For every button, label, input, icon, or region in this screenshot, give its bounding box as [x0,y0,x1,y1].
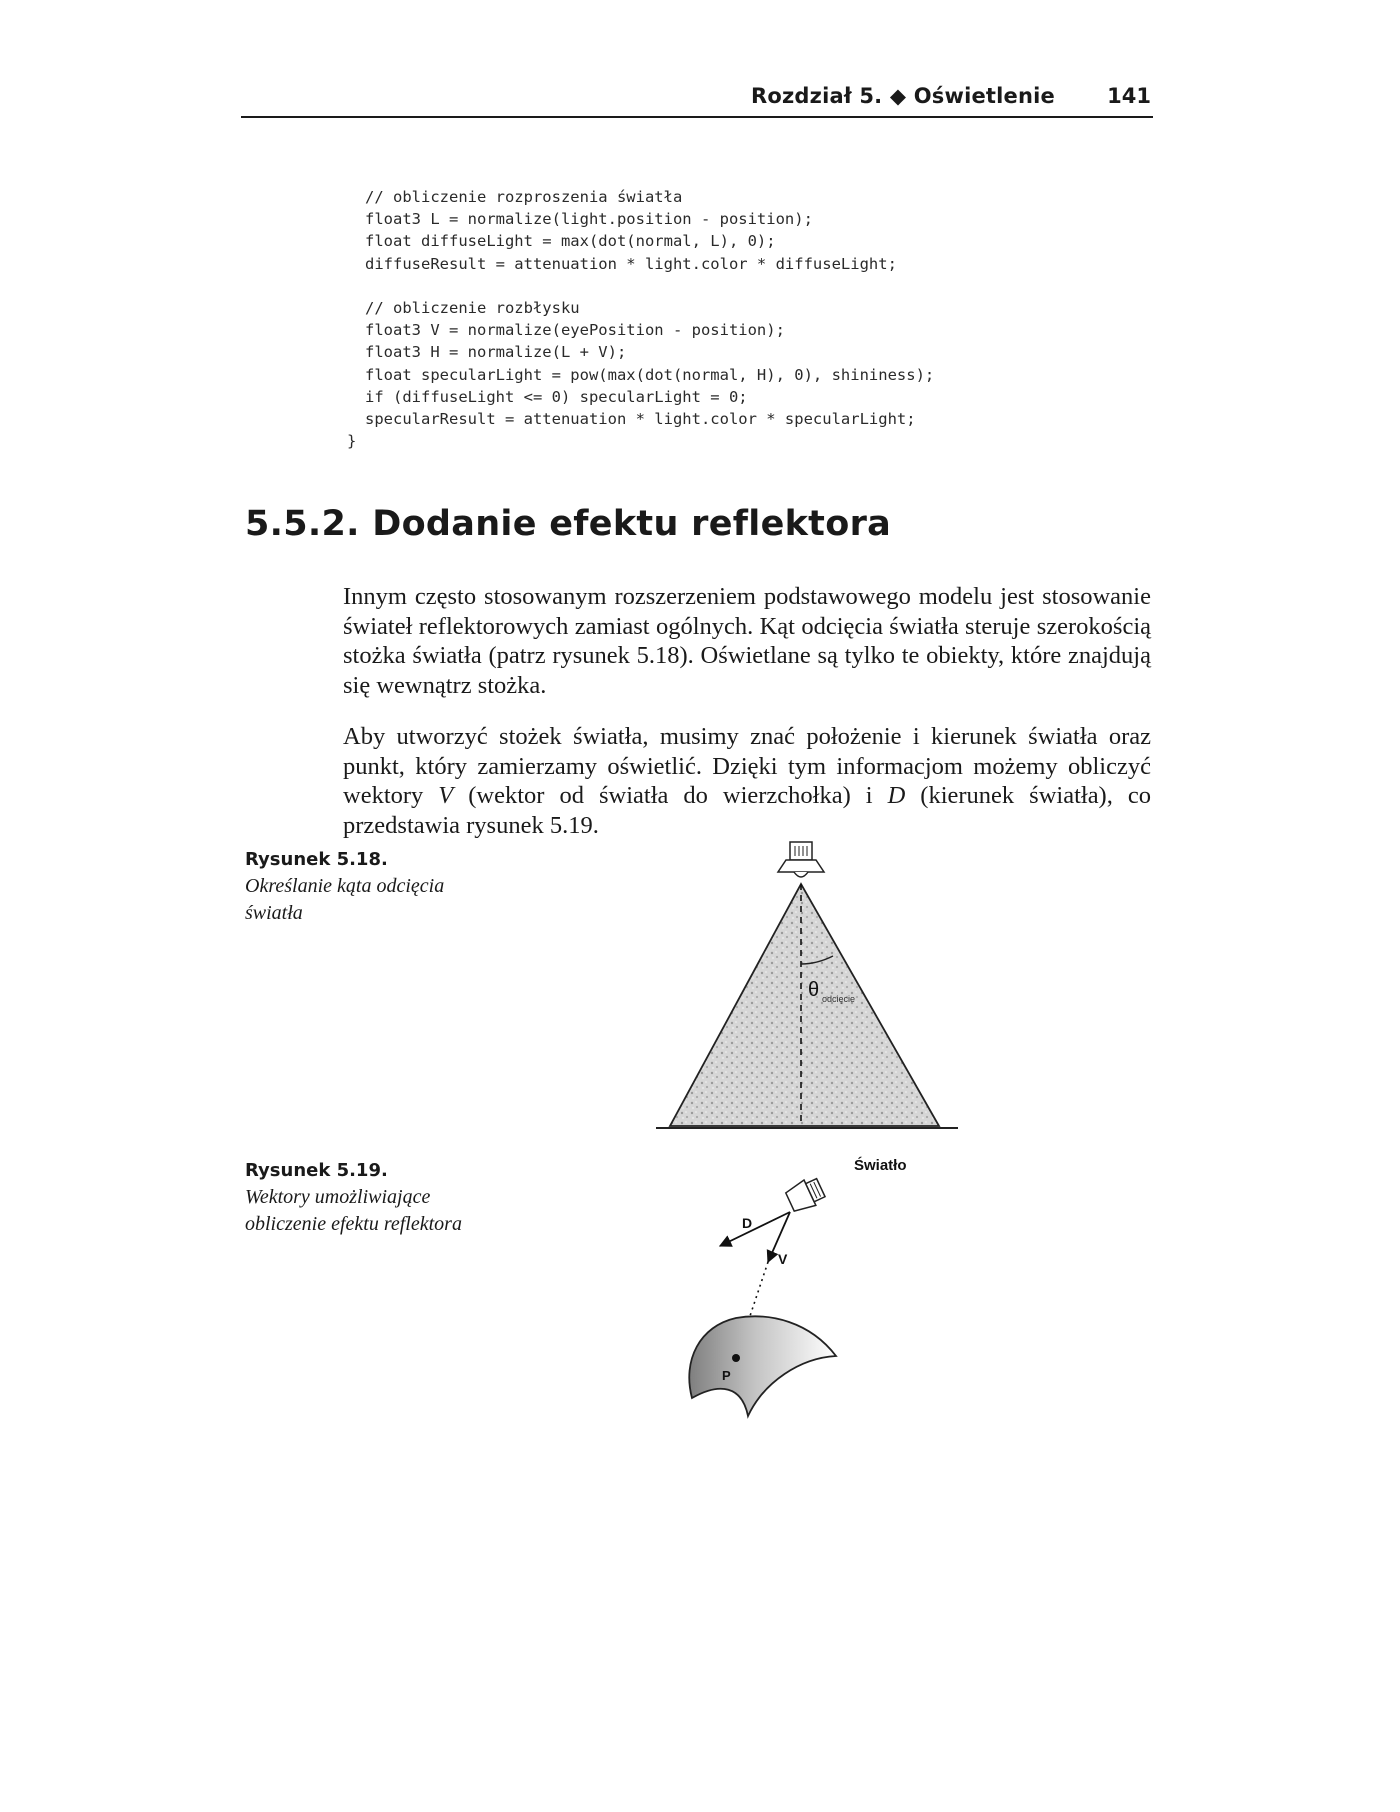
body-paragraph [343,722,1151,840]
code-listing [347,186,935,452]
theta-subscript: odcięcie [822,994,856,1004]
figure-5-18-spotlight-cone [640,840,970,1140]
section-heading: 5.5.2. Dodanie efektu reflektora [245,504,892,544]
code-line: float3 L = normalize(light.position - position); [365,210,813,229]
d-label: D [742,1215,753,1231]
code-line: float3 V = normalize(eyePosition - position); [365,321,785,340]
figure-5-18-label: Rysunek 5.18. [245,849,388,870]
code-line: // obliczenie rozbłysku [365,298,580,317]
code-line: float specularLight = pow(max(dot(normal, H), 0), shininess); [365,365,935,384]
figure-5-19-vectors-diagram [680,1150,940,1440]
code-line: } [347,432,357,451]
code-line [365,275,934,297]
p-label: P [722,1368,731,1383]
vector-d-term: D [887,782,906,810]
spotlight-lamp-icon [778,842,824,877]
point-p-marker [732,1354,740,1362]
figure-5-19-label: Rysunek 5.19. [245,1160,388,1181]
v-label: V [778,1251,788,1267]
code-line: float diffuseLight = max(dot(normal, L), 0); [365,232,776,251]
theta-symbol: θ [808,979,820,1001]
running-header [241,84,1153,118]
light-cone [670,884,939,1126]
curved-surface [689,1316,836,1416]
paragraph-text: Aby utworzyć stożek światła, musimy znać położenie i kierunek światła oraz punkt, który zamierzamy oświetlić. Dzięki tym informacjom możemy obliczyć wektory [343,723,1151,810]
code-line: if (diffuseLight <= 0) specularLight = 0; [365,387,748,406]
body-paragraph: Innym często stosowanym rozszerzeniem podstawowego modelu jest stosowanie świateł reflektorowych zamiast ogólnych. Kąt odcięcia światła steruje szerokością stożka światła (patrz rysunek 5.18). Oświetlane są tylko te obiekty, które znajdują się wewnątrz stożka. [343,583,1151,699]
code-line: float3 H = normalize(L + V); [365,343,627,362]
header-chapter-title: Rozdział 5. ◆ Oświetlenie [751,84,1055,108]
figure-5-19-caption: Wektory umożliwiające obliczenie efektu reflektora [245,1186,462,1235]
code-line: // obliczenie rozproszenia światła [365,188,683,206]
vector-v-term: V [438,782,454,810]
header-page-number: 141 [1107,84,1151,108]
code-line: specularResult = attenuation * light.color * specularLight; [365,409,916,428]
paragraph-text: (wektor od światła do wierzchołka) i [453,782,888,810]
spotlight-icon [784,1175,827,1215]
figure-5-18-caption: Określanie kąta odcięcia światła [245,875,445,924]
code-line: diffuseResult = attenuation * light.color * diffuseLight; [365,254,897,273]
paragraph-text: (kierunek światła), co przedstawia rysunek 5.19. [343,782,1151,839]
light-label: Światło [854,1157,907,1174]
d-vector-arrow [720,1212,790,1246]
